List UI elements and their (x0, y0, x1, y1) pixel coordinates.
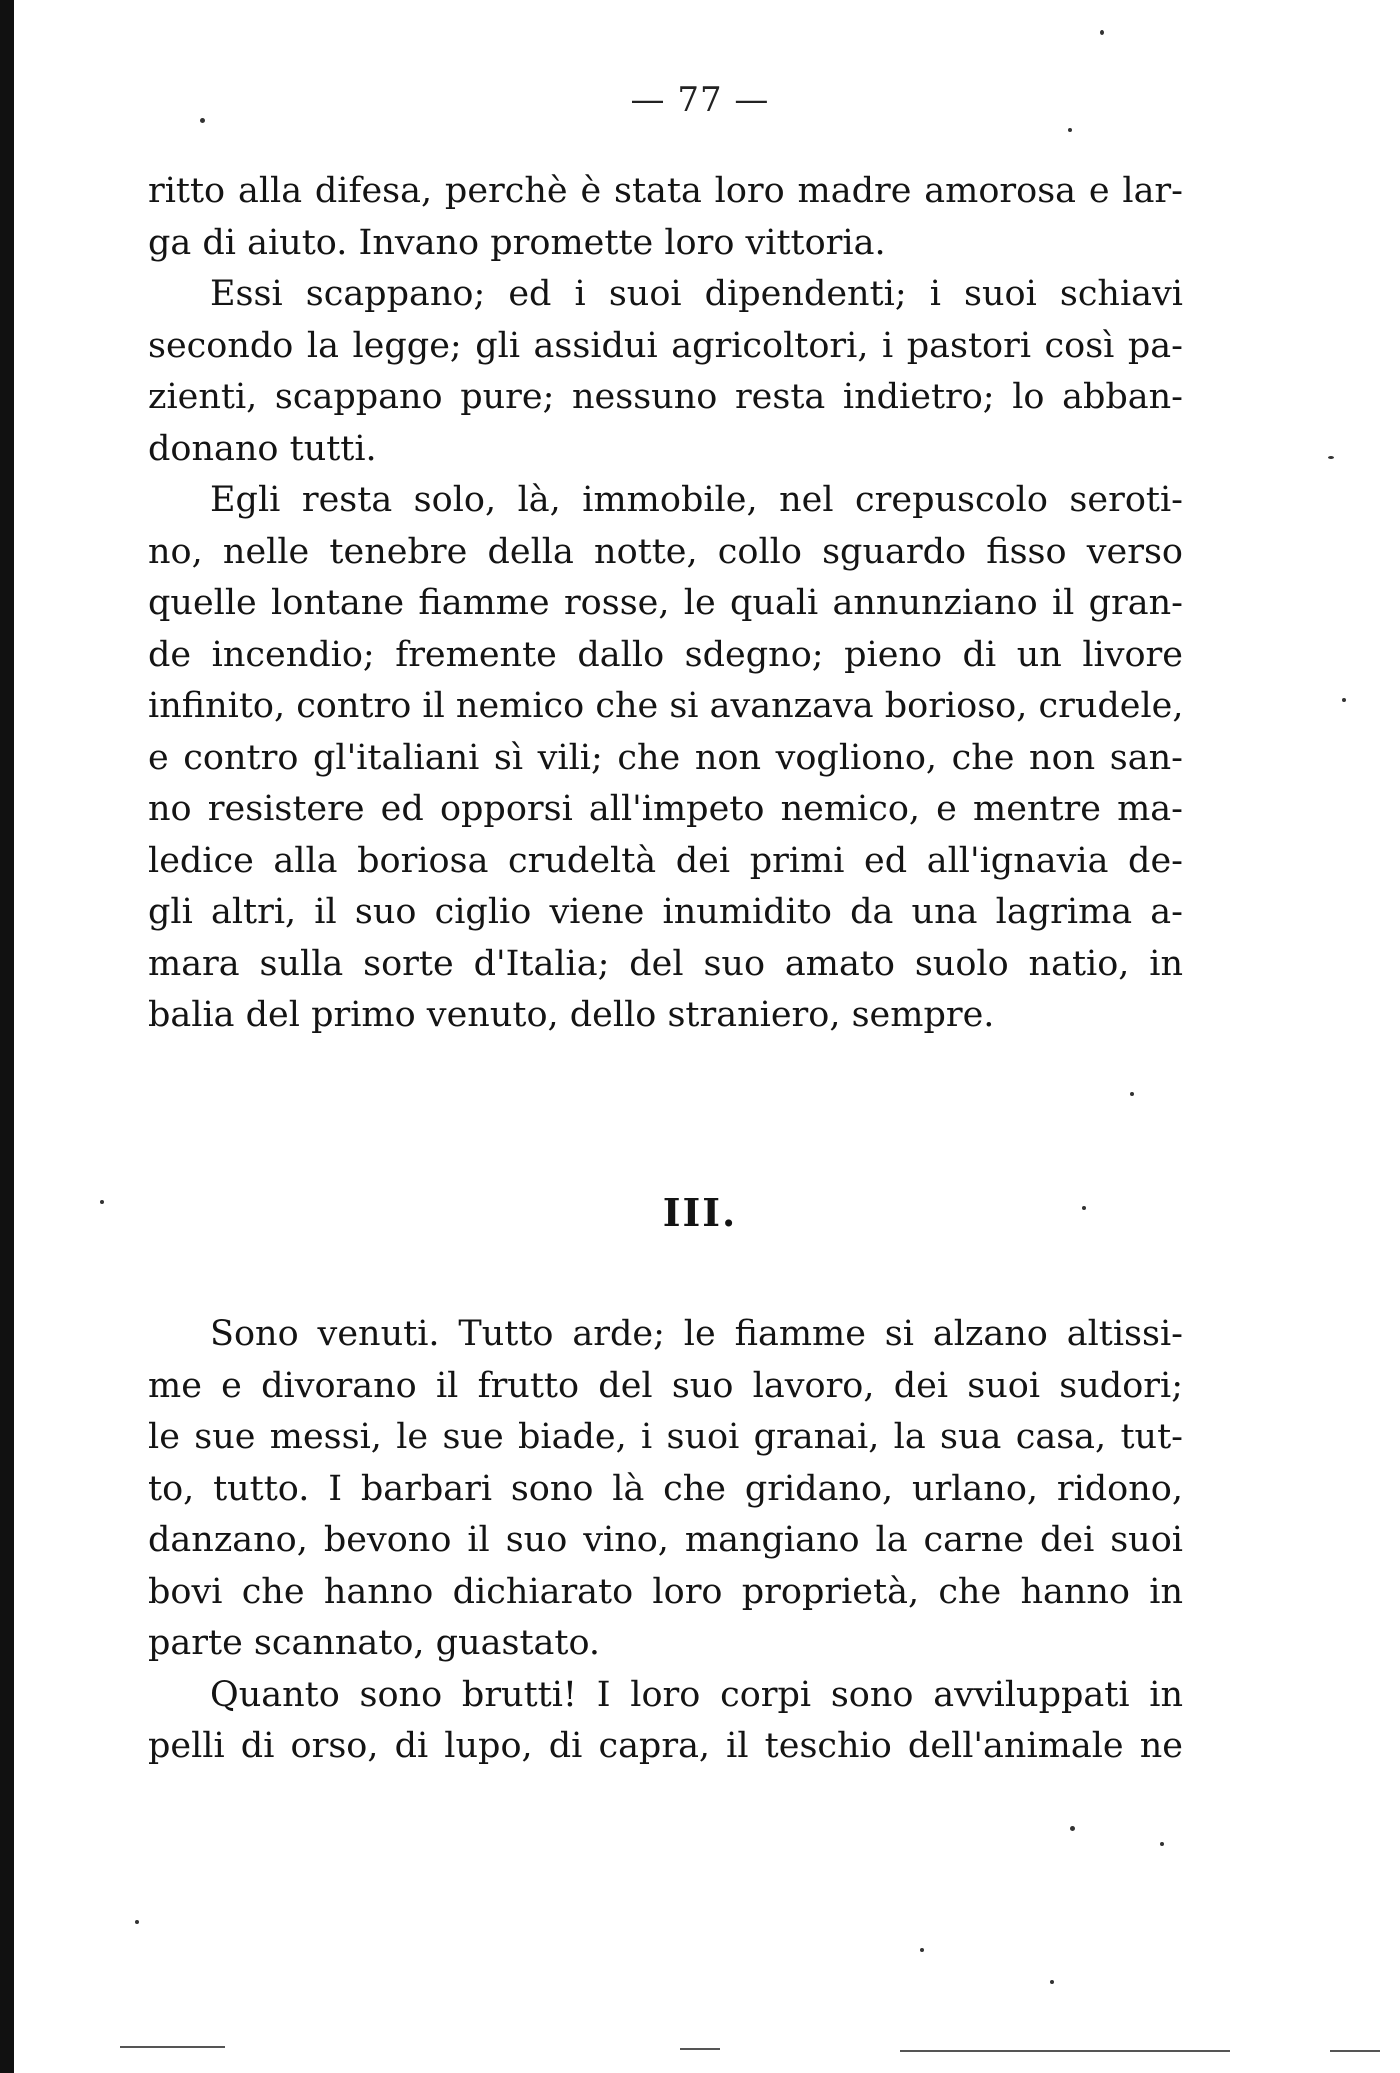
scan-speck (1100, 30, 1104, 35)
text-line: gli altri, il suo ciglio viene inumidito da una lagrima a- (148, 892, 1183, 932)
text-line: pelli di orso, di lupo, di capra, il teschio dell'animale ne (148, 1726, 1183, 1766)
text-line: to, tutto. I barbari sono là che gridano, urlano, ridono, (148, 1468, 1183, 1509)
scan-speck (1082, 1206, 1086, 1210)
text-line: donano tutti. (148, 428, 377, 469)
scan-speck (1070, 1826, 1075, 1831)
scan-rule-fragment (900, 2050, 1230, 2052)
text-line: secondo la legge; gli assidui agricoltori, i pastori così pa- (148, 325, 1183, 366)
text-line: bovi che hanno dichiarato loro proprietà, che hanno in (148, 1571, 1183, 1612)
text-line: Sono venuti. Tutto arde; le fiamme si alzano altissi- (210, 1314, 1183, 1354)
scan-speck (1328, 456, 1334, 459)
section-heading: III. (662, 1190, 738, 1235)
text-line: infinito, contro il nemico che si avanzava borioso, crudele, (148, 686, 1184, 726)
text-line: ledice alla boriosa crudeltà dei primi ed all'ignavia de- (148, 840, 1183, 881)
text-line: Essi scappano; ed i suoi dipendenti; i suoi schiavi (210, 274, 1183, 314)
text-line: Egli resta solo, là, immobile, nel crepuscolo seroti- (210, 480, 1183, 520)
text-line: ritto alla difesa, perchè è stata loro madre amorosa e lar- (148, 171, 1183, 211)
text-line: me e divorano il frutto del suo lavoro, dei suoi sudori; (148, 1365, 1183, 1406)
text-line: mara sulla sorte d'Italia; del suo amato suolo natio, in (148, 943, 1183, 984)
scan-speck (200, 118, 205, 123)
scan-speck (1342, 698, 1346, 702)
text-line: de incendio; fremente dallo sdegno; pieno di un livore (148, 634, 1183, 675)
text-line: le sue messi, le sue biade, i suoi granai, la sua casa, tut- (148, 1417, 1183, 1457)
text-line: ga di aiuto. Invano promette loro vittoria. (148, 222, 886, 263)
scan-speck (1130, 1092, 1134, 1096)
text-line: Quanto sono brutti! I loro corpi sono avviluppati in (210, 1674, 1183, 1715)
scan-speck (920, 1948, 924, 1952)
page-number: — 77 — (630, 80, 770, 120)
text-line: no, nelle tenebre della notte, collo sguardo fisso verso (148, 531, 1183, 572)
paragraph-block-1 (148, 166, 1183, 1042)
text-line: e contro gl'italiani sì vili; che non vogliono, che non san- (148, 737, 1183, 778)
paragraph-block-2 (148, 1309, 1183, 1773)
scan-speck (1068, 128, 1072, 132)
binding-edge (0, 0, 14, 2073)
scan-speck (1160, 1842, 1164, 1846)
text-line: danzano, bevono il suo vino, mangiano la carne dei suoi (148, 1520, 1183, 1560)
text-line: zienti, scappano pure; nessuno resta indietro; lo abban- (148, 377, 1183, 417)
scan-speck (1050, 1980, 1054, 1984)
scan-rule-fragment (680, 2048, 720, 2050)
text-line: parte scannato, guastato. (148, 1623, 601, 1663)
scan-speck (135, 1920, 139, 1924)
scan-speck (100, 1200, 104, 1204)
text-line: balia del primo venuto, dello straniero, sempre. (148, 995, 995, 1035)
scan-rule-fragment (1330, 2050, 1380, 2052)
text-line: no resistere ed opporsi all'impeto nemico, e mentre ma- (148, 789, 1183, 829)
text-line: quelle lontane fiamme rosse, le quali annunziano il gran- (148, 583, 1183, 623)
scan-rule-fragment (120, 2046, 225, 2048)
